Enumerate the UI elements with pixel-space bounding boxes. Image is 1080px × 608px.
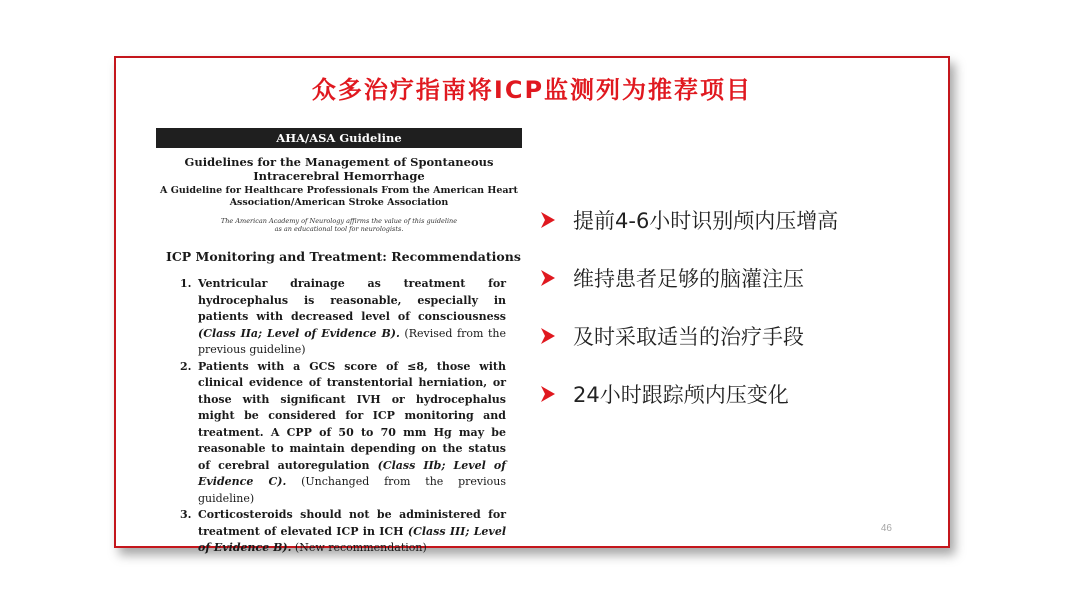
document-affirmation-line-2: as an educational tool for neurologists. [274, 225, 404, 233]
recommendation-note: (Unchanged from the previous guideline) [198, 475, 507, 505]
key-point-text: 及时采取适当的治疗手段 [573, 325, 804, 349]
document-title-line-2: Intracerebral Hemorrhage [253, 169, 425, 183]
document-title-line-1: Guidelines for the Management of Spontaneous [184, 155, 494, 169]
key-point-item [541, 319, 941, 353]
document-affirmation [156, 217, 522, 233]
document-subtitle [156, 185, 522, 209]
key-point-text: 维持患者足够的脑灌注压 [573, 267, 804, 291]
recommendations-list [156, 276, 506, 557]
recommendation-text: Corticosteroids should not be administered for treatment of elevated ICP in ICH [198, 508, 506, 538]
key-point-text: 提前4-6小时识别颅内压增高 [573, 209, 839, 233]
arrow-right-icon [541, 386, 555, 402]
recommendation-item [156, 276, 506, 359]
recommendation-item [156, 507, 506, 557]
recommendation-class: (Class IIa; Level of Evidence B). [198, 326, 400, 340]
document-subtitle-line-1: A Guideline for Healthcare Professionals From the American Heart [160, 185, 518, 196]
arrow-right-icon [541, 212, 555, 228]
recommendation-number: 3. [180, 508, 192, 521]
document-affirmation-line-1: The American Academy of Neurology affirms the value of this guideline [220, 217, 458, 225]
slide [114, 56, 950, 554]
recommendation-note: (New recommendation) [291, 541, 427, 554]
page-number: 46 [880, 523, 892, 534]
guideline-document-excerpt [156, 128, 526, 557]
recommendation-item [156, 359, 506, 508]
arrow-right-icon [541, 328, 555, 344]
recommendation-class: (Class III; Level of Evidence B). [198, 524, 506, 554]
arrow-right-icon [541, 270, 555, 286]
recommendation-note: (Revised from the previous guideline) [198, 326, 506, 356]
key-point-item [541, 261, 941, 295]
recommendation-number: 1. [180, 277, 192, 290]
key-point-item [541, 377, 941, 411]
key-points-list [541, 203, 941, 435]
document-title [156, 155, 522, 183]
key-point-item [541, 203, 941, 237]
recommendation-text: Patients with a GCS score of ≤8, those with clinical evidence of transtentorial herniation, or those with significant IVH or hydrocephalus might be considered for ICP monitoring and treatment. A CPP of 50 to 70 mm Hg may be reasonable to maintain depending on the status of cerebral autoregulation [198, 359, 506, 472]
document-header-bar: AHA/ASA Guideline [156, 128, 522, 148]
recommendations-heading: ICP Monitoring and Treatment: Recommendations [166, 249, 521, 264]
recommendation-class: (Class IIb; Level of Evidence C). [198, 458, 506, 488]
key-point-text: 24小时跟踪颅内压变化 [573, 383, 789, 407]
recommendation-number: 2. [180, 359, 192, 373]
recommendation-text: Ventricular drainage as treatment for hydrocephalus is reasonable, especially in patients with decreased level of consciousness [198, 277, 506, 323]
document-subtitle-line-2: Association/American Stroke Association [229, 197, 449, 208]
slide-title: 众多治疗指南将ICP监测列为推荐项目 [311, 76, 753, 104]
